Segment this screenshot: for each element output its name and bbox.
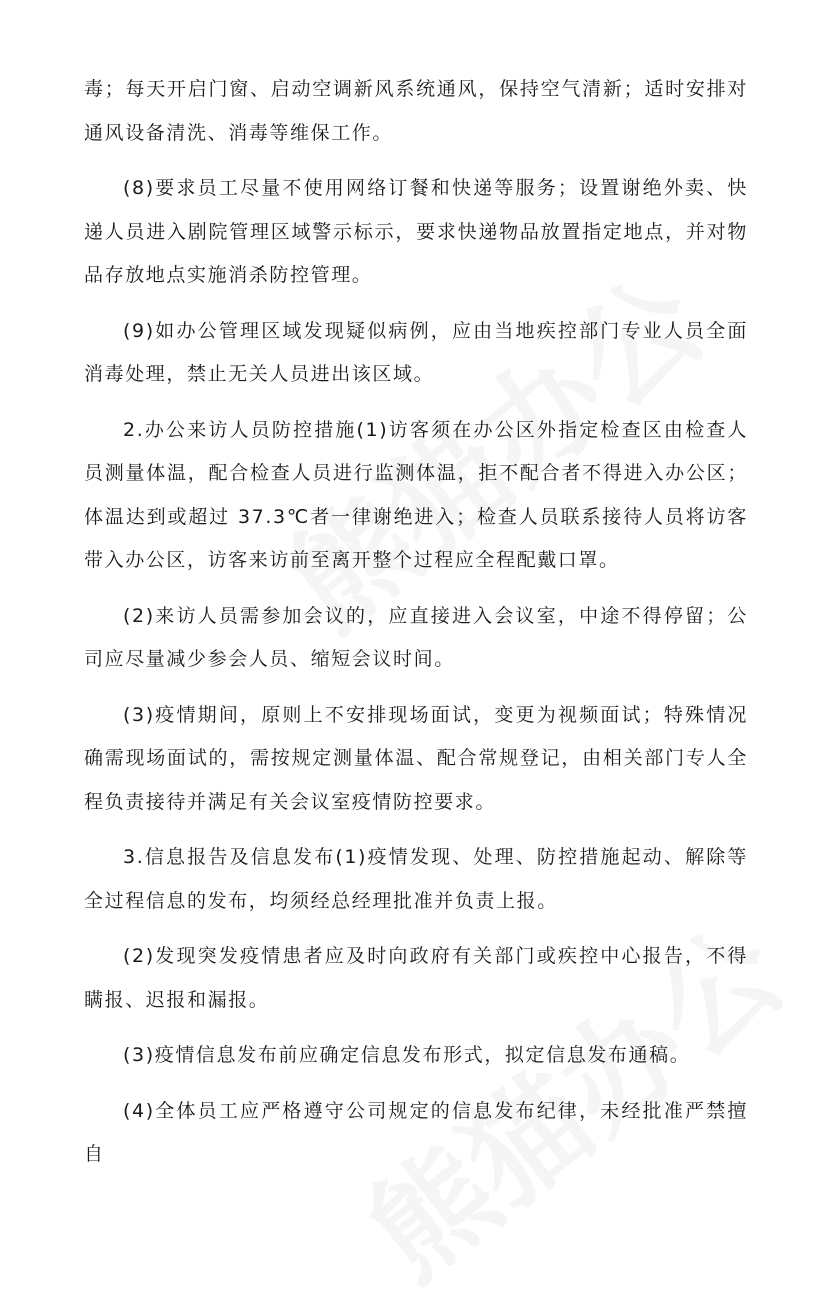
paragraph-item-9: (9)如办公管理区域发现疑似病例，应由当地疾控部门专业人员全面消毒处理，禁止无关人员进出该区域。 <box>84 319 748 385</box>
paragraph-visitor-item-2: (2)来访人员需参加会议的，应直接进入会议室，中途不得停留；公司应尽量减少参会人员、缩短会议时间。 <box>84 604 748 670</box>
paragraph-info-item-3: (3)疫情信息发布前应确定信息发布形式，拟定信息发布通稿。 <box>123 1044 691 1066</box>
paragraph-info-item-4: (4)全体员工应严格遵守公司规定的信息发布纪律，未经批准严禁擅自 <box>84 1099 748 1165</box>
paragraph-info-item-2: (2)发现突发疫情患者应及时向政府有关部门或疾控中心报告，不得瞒报、迟报和漏报。 <box>84 945 748 1011</box>
paragraph-visitor-measures: 2.办公来访人员防控措施(1)访客须在办公区外指定检查区由检查人员测量体温，配合检查人员进行监测体温，拒不配合者不得进入办公区；体温达到或超过 37.3℃者一律谢绝进入；检查人员联系接待人员将访客带入办公区，访客来访前至离开整个过程应全程配戴口罩。 <box>84 418 748 571</box>
paragraph-continuation: 毒；每天开启门窗、启动空调新风系统通风，保持空气清新；适时安排对通风设备清洗、消毒等维保工作。 <box>84 78 748 144</box>
document-body <box>84 68 748 1189</box>
paragraph-info-report: 3.信息报告及信息发布(1)疫情发现、处理、防控措施起动、解除等全过程信息的发布，均须经总经理批准并负责上报。 <box>84 846 748 912</box>
paragraph-visitor-item-3: (3)疫情期间，原则上不安排现场面试，变更为视频面试；特殊情况确需现场面试的，需按规定测量体温、配合常规登记，由相关部门专人全程负责接待并满足有关会议室疫情防控要求。 <box>84 703 748 813</box>
paragraph-item-8: (8)要求员工尽量不使用网络订餐和快递等服务；设置谢绝外卖、快递人员进入剧院管理区域警示标示，要求快递物品放置指定地点，并对物品存放地点实施消杀防控管理。 <box>84 177 748 286</box>
